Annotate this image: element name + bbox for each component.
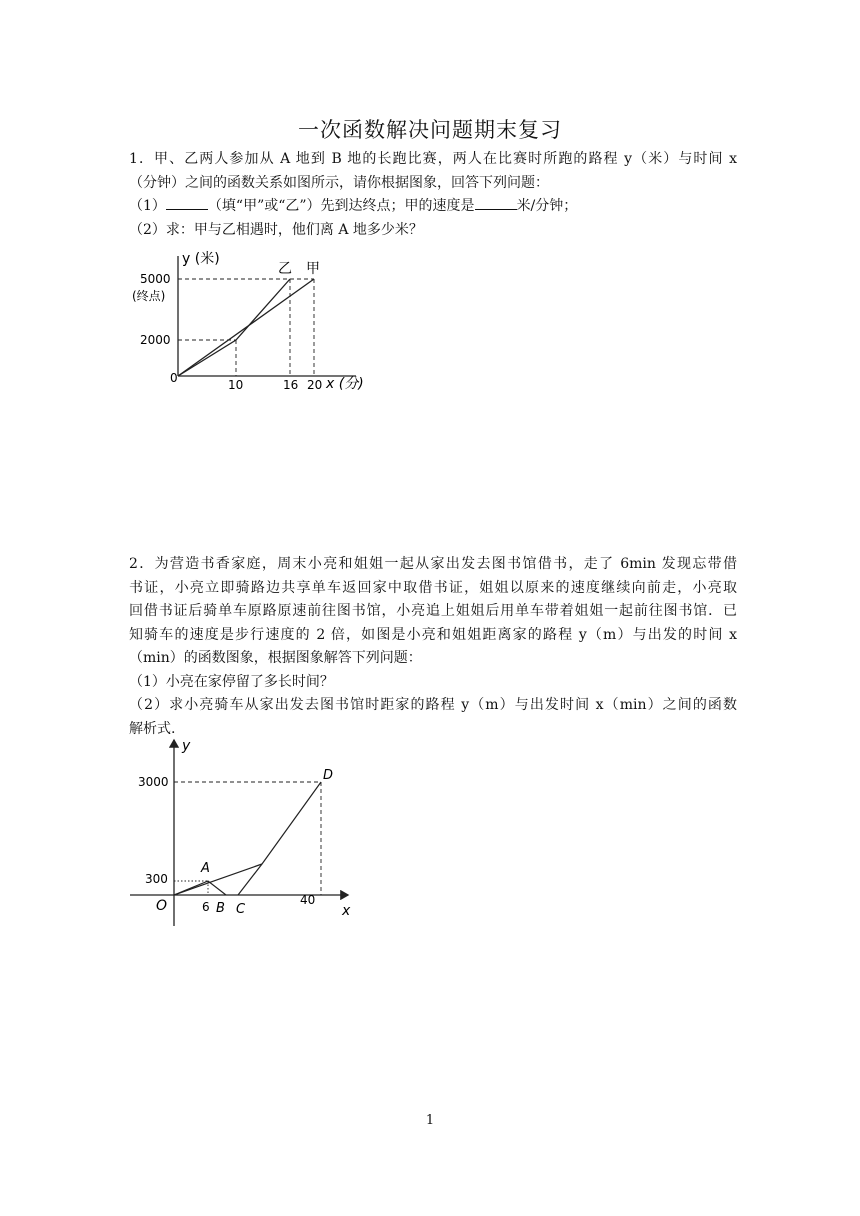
q1-line-1: 1．甲、乙两人参加从 A 地到 B 地的长跑比赛，两人在比赛时所跑的路程 y（米）与时间 x xyxy=(129,151,737,167)
y-tick-300: 300 xyxy=(145,872,168,886)
y-axis-label: y (米) xyxy=(182,251,220,267)
x-tick-6: 6 xyxy=(202,900,210,914)
question-1 xyxy=(129,148,737,242)
point-b-label: B xyxy=(216,901,225,916)
x-tick-16: 16 xyxy=(283,378,299,392)
y-tick-5000-note: (终点) xyxy=(132,289,166,303)
q1-line-2: （分钟）之间的函数关系如图所示，请你根据图象，回答下列问题： xyxy=(129,174,549,191)
origin-label: 0 xyxy=(170,371,178,385)
q1-part1-text: （填“甲”或“乙”）先到达终点；甲的速度是 xyxy=(207,198,475,214)
q2-line-7: （2）求小亮骑车从家出发去图书馆时距家的路程 y（m）与出发时间 x（min）之间的函数 xyxy=(129,697,737,713)
q2-line-8: 解析式. xyxy=(129,720,176,737)
q2-line-6: （1）小亮在家停留了多长时间？ xyxy=(129,673,334,690)
y-tick-2000: 2000 xyxy=(140,333,171,347)
q1-part1-unit: 米/分钟； xyxy=(516,198,578,214)
series-jia-line xyxy=(178,279,314,376)
x-tick-40: 40 xyxy=(300,893,316,907)
series-yi-line xyxy=(178,279,290,376)
graph-2 xyxy=(126,734,366,930)
q2-line-5: （min）的函数图象，根据图象解答下列问题： xyxy=(129,650,422,666)
point-d-label: D xyxy=(323,768,334,783)
x-axis-label: x xyxy=(342,903,351,919)
origin-label: O xyxy=(156,898,168,914)
q2-line-2: 书证，小亮立即骑路边共享单车返回家中取借书证，姐姐以原来的速度继续向前走，小亮取 xyxy=(129,579,737,596)
graph-1 xyxy=(124,248,384,398)
answer-blank-1[interactable] xyxy=(166,195,208,210)
point-c-label: C xyxy=(236,902,246,917)
y-tick-5000: 5000 xyxy=(140,272,171,286)
x-tick-20: 20 xyxy=(307,378,323,392)
page-number: 1 xyxy=(425,1113,435,1128)
q2-line-3: 回借书证后骑单车原路原速前往图书馆，小亮追上姐姐后用单车带着姐姐一起前往图书馆．已 xyxy=(129,603,737,619)
answer-blank-2[interactable] xyxy=(475,195,517,210)
y-axis-label: y xyxy=(182,738,191,754)
q1-part1-label: （1） xyxy=(129,198,166,214)
x-axis-label: x (分) xyxy=(326,376,364,392)
xiaoliang-return-line xyxy=(174,881,226,895)
series-label-yi: 乙 xyxy=(278,261,292,277)
question-2 xyxy=(129,553,737,741)
point-a-label: A xyxy=(201,861,210,876)
page-title: 一次函数解决问题期末复习 xyxy=(298,118,562,142)
q2-line-4: 知骑车的速度是步行速度的 2 倍，如图是小亮和姐姐距离家的路程 y（m）与出发的时间 x xyxy=(129,626,737,643)
q1-line-4: （2）求：甲与乙相遇时，他们离 A 地多少米？ xyxy=(129,221,423,238)
sister-walk-line xyxy=(174,864,262,895)
q1-line-3 xyxy=(129,195,737,219)
series-label-jia: 甲 xyxy=(306,261,320,277)
xiaoliang-ride-line xyxy=(238,782,321,895)
q2-line-1: 2．为营造书香家庭，周末小亮和姐姐一起从家出发去图书馆借书，走了 6min 发现忘带借 xyxy=(129,556,737,572)
y-tick-3000: 3000 xyxy=(138,775,169,789)
x-tick-10: 10 xyxy=(228,378,244,392)
